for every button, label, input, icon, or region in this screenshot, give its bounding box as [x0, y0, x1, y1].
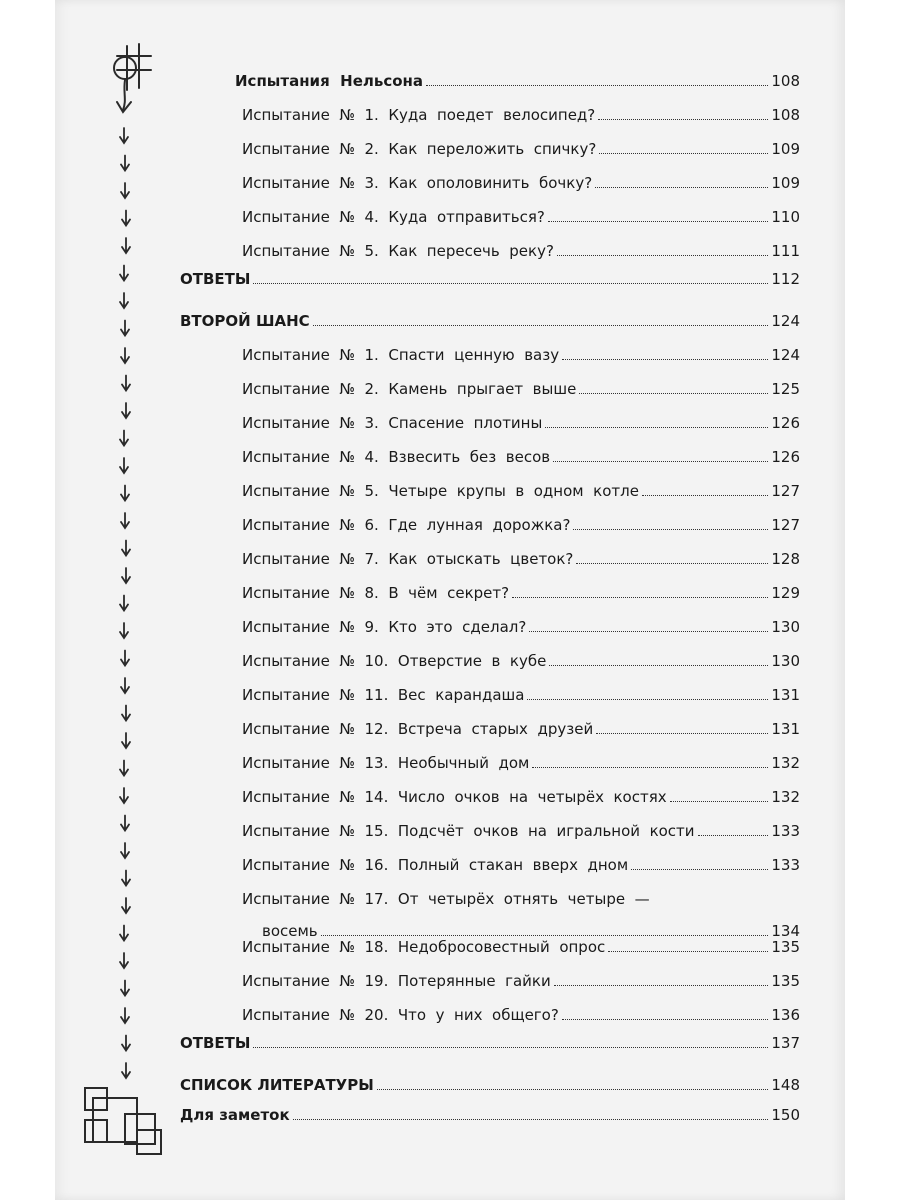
- down-arrow-icon: [122, 376, 130, 391]
- page-number: 135: [771, 938, 800, 956]
- toc-entry-title: Испытание № 3. Спасение плотины: [242, 414, 543, 432]
- toc-item-entry: [242, 742, 800, 772]
- toc-section-entry: [180, 1064, 800, 1094]
- toc-item-entry: [242, 674, 800, 704]
- dotted-leader: [313, 325, 769, 326]
- down-arrow-icon: [122, 403, 130, 418]
- dotted-leader: [599, 153, 768, 154]
- page-number: 126: [771, 448, 800, 466]
- down-arrow-icon: [120, 953, 128, 968]
- toc-entry-title: Испытание № 20. Что у них общего?: [242, 1006, 559, 1024]
- dotted-leader: [512, 597, 768, 598]
- toc-entry-title: Испытание № 5. Как пересечь реку?: [242, 242, 554, 260]
- down-arrow-icon: [121, 513, 129, 528]
- toc-item-entry: [242, 368, 800, 398]
- dotted-leader: [598, 119, 768, 120]
- down-arrow-icon: [120, 431, 128, 446]
- toc-item-entry: [242, 926, 800, 956]
- page-number: 108: [771, 106, 800, 124]
- toc-item-entry: [242, 162, 800, 192]
- down-arrow-icon: [121, 183, 129, 198]
- page-number: 124: [771, 312, 800, 330]
- down-arrow-icon: [121, 651, 129, 666]
- page-number: 109: [771, 174, 800, 192]
- page-number: 112: [771, 270, 800, 288]
- dotted-leader: [573, 529, 768, 530]
- toc-entry-title: Испытание № 17. От четырёх отнять четыре —: [242, 890, 650, 908]
- toc-entry-title: Испытание № 3. Как ополовинить бочку?: [242, 174, 593, 192]
- toc-entry-title: Испытание № 1. Спасти ценную вазу: [242, 346, 560, 364]
- toc-entry-title: ВТОРОЙ ШАНС: [180, 312, 310, 330]
- down-arrow-icon: [122, 871, 130, 886]
- toc-item-entry: [242, 334, 800, 364]
- dotted-leader: [557, 255, 768, 256]
- toc-entry-title: Испытание № 8. В чём секрет?: [242, 584, 510, 602]
- down-arrow-icon: [120, 623, 128, 638]
- toc-item-entry: [242, 844, 800, 874]
- down-arrow-icon: [120, 293, 128, 308]
- page-number: 133: [771, 856, 800, 874]
- down-arrow-icon: [120, 926, 128, 941]
- toc-item-entry: [242, 994, 800, 1024]
- down-arrow-icon: [120, 458, 128, 473]
- page-number: 126: [771, 414, 800, 432]
- page-number: 133: [771, 822, 800, 840]
- dotted-leader: [631, 869, 768, 870]
- dotted-leader: [670, 801, 769, 802]
- toc-section-entry: [235, 60, 800, 90]
- down-arrow-icon: [121, 486, 129, 501]
- toc-entry-title: Испытание № 18. Недобросовестный опрос: [242, 938, 606, 956]
- down-arrow-icon: [122, 898, 130, 913]
- toc-item-entry: [242, 504, 800, 534]
- toc-entry-title: Испытание № 9. Кто это сделал?: [242, 618, 527, 636]
- down-arrow-icon: [122, 1036, 130, 1051]
- down-arrow-icon: [121, 816, 129, 831]
- down-arrow-icon: [122, 1063, 130, 1078]
- down-arrow-icon: [122, 706, 130, 721]
- dotted-leader: [595, 187, 768, 188]
- toc-item-entry: [242, 606, 800, 636]
- toc-entry-title: Испытание № 11. Вес карандаша: [242, 686, 525, 704]
- page-number: 127: [771, 482, 800, 500]
- dotted-leader: [532, 767, 768, 768]
- toc-entry-title: Испытания Нельсона: [235, 72, 424, 90]
- toc-entry-title: Испытание № 15. Подсчёт очков на игральной кости: [242, 822, 695, 840]
- dotted-leader: [698, 835, 769, 836]
- page-number: 134: [771, 922, 800, 940]
- dotted-leader: [596, 733, 768, 734]
- down-arrow-icon: [121, 678, 129, 693]
- dotted-leader: [576, 563, 768, 564]
- page-number: 131: [771, 720, 800, 738]
- page-number: 108: [771, 72, 800, 90]
- toc-entry-title: Испытание № 2. Как переложить спичку?: [242, 140, 597, 158]
- toc-item-entry: [242, 470, 800, 500]
- down-arrow-icon: [121, 321, 129, 336]
- toc-entry-title: СПИСОК ЛИТЕРАТУРЫ: [180, 1076, 374, 1094]
- page-number: 124: [771, 346, 800, 364]
- toc-item-entry: [242, 230, 800, 260]
- page-number: 109: [771, 140, 800, 158]
- page-number: 127: [771, 516, 800, 534]
- dotted-leader: [579, 393, 768, 394]
- page-number: 132: [771, 754, 800, 772]
- down-arrow-icon: [120, 266, 128, 281]
- down-arrow-icon: [121, 156, 129, 171]
- dotted-leader: [554, 985, 769, 986]
- toc-entry-title: Испытание № 6. Где лунная дорожка?: [242, 516, 571, 534]
- toc-section-entry: [180, 258, 800, 288]
- toc-entry-title: Испытание № 13. Необычный дом: [242, 754, 530, 772]
- page-number: 137: [771, 1034, 800, 1052]
- down-arrow-icon: [122, 568, 130, 583]
- down-arrow-icon: [121, 348, 129, 363]
- dotted-leader: [529, 631, 768, 632]
- page-number: 131: [771, 686, 800, 704]
- toc-entry-title: Для заметок: [180, 1106, 290, 1124]
- toc-item-entry: [242, 776, 800, 806]
- page-number: 128: [771, 550, 800, 568]
- page-number: 132: [771, 788, 800, 806]
- dotted-leader: [642, 495, 768, 496]
- down-arrow-icon: [120, 761, 128, 776]
- dotted-leader: [548, 221, 769, 222]
- page-number: 111: [771, 242, 800, 260]
- toc-section-entry: [180, 300, 800, 330]
- toc-entry-title-continuation: восемь: [262, 922, 318, 940]
- page-number: 135: [771, 972, 800, 990]
- toc-entry-title: Испытание № 1. Куда поедет велосипед?: [242, 106, 596, 124]
- toc-item-entry: [242, 878, 800, 908]
- down-arrow-icon: [120, 128, 128, 143]
- toc-entry-title: ОТВЕТЫ: [180, 270, 251, 288]
- dotted-leader: [545, 427, 768, 428]
- dotted-leader: [549, 665, 768, 666]
- toc-item-entry: [242, 640, 800, 670]
- dotted-leader: [293, 1119, 769, 1120]
- page-number: 110: [771, 208, 800, 226]
- page-number: 136: [771, 1006, 800, 1024]
- down-arrow-icon: [120, 596, 128, 611]
- dotted-leader: [527, 699, 768, 700]
- down-arrow-icon: [122, 541, 130, 556]
- page-number: 130: [771, 652, 800, 670]
- toc-item-entry: [242, 708, 800, 738]
- toc-item-entry: [242, 128, 800, 158]
- dotted-leader: [562, 359, 768, 360]
- toc-section-entry: [180, 1094, 800, 1124]
- down-arrow-icon: [121, 843, 129, 858]
- down-arrow-icon: [122, 211, 130, 226]
- down-arrow-icon: [120, 788, 128, 803]
- page-number: 130: [771, 618, 800, 636]
- down-arrow-icon: [122, 733, 130, 748]
- toc-entry-title: Испытание № 4. Куда отправиться?: [242, 208, 545, 226]
- page-number: 150: [771, 1106, 800, 1124]
- dotted-leader: [426, 85, 768, 86]
- page-number: 148: [771, 1076, 800, 1094]
- dotted-leader: [553, 461, 768, 462]
- down-arrow-icon: [122, 238, 130, 253]
- toc-item-entry: [242, 94, 800, 124]
- toc-entry-title: Испытание № 7. Как отыскать цветок?: [242, 550, 574, 568]
- dotted-leader: [562, 1019, 769, 1020]
- down-arrow-icon: [121, 981, 129, 996]
- toc-item-entry: [242, 810, 800, 840]
- toc-entry-title: Испытание № 12. Встреча старых друзей: [242, 720, 594, 738]
- toc-entry-title: Испытание № 16. Полный стакан вверх дном: [242, 856, 629, 874]
- page-number: 125: [771, 380, 800, 398]
- dotted-leader: [253, 283, 768, 284]
- toc-item-entry: [242, 538, 800, 568]
- dotted-leader: [377, 1089, 769, 1090]
- toc-section-entry: [180, 1022, 800, 1052]
- toc-entry-title: Испытание № 19. Потерянные гайки: [242, 972, 551, 990]
- toc-entry-title: Испытание № 5. Четыре крупы в одном котле: [242, 482, 639, 500]
- toc-item-entry: [242, 436, 800, 466]
- toc-item-entry: [242, 572, 800, 602]
- down-arrow-icon: [121, 1008, 129, 1023]
- toc-entry-title: Испытание № 2. Камень прыгает выше: [242, 380, 577, 398]
- toc-item-entry: [242, 196, 800, 226]
- hand-drawn-arrow-chain-icon: [75, 38, 175, 1158]
- dotted-leader: [608, 951, 768, 952]
- toc-entry-title: ОТВЕТЫ: [180, 1034, 251, 1052]
- toc-entry-title: Испытание № 14. Число очков на четырёх костях: [242, 788, 667, 806]
- dotted-leader: [253, 1047, 768, 1048]
- toc-entry-title: Испытание № 10. Отверстие в кубе: [242, 652, 547, 670]
- toc-entry-title: Испытание № 4. Взвесить без весов: [242, 448, 551, 466]
- toc-item-entry: [242, 960, 800, 990]
- page-number: 129: [771, 584, 800, 602]
- toc-item-entry: [242, 402, 800, 432]
